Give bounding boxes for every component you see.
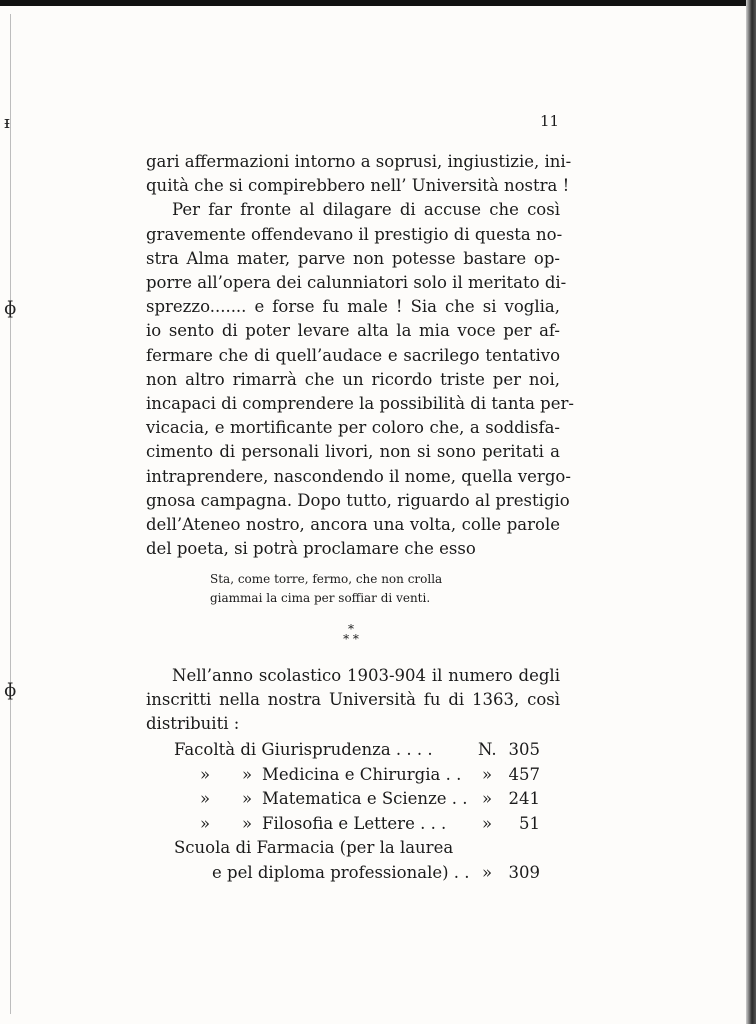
text-line: gnosa campagna. Dopo tutto, riguardo al prestigio xyxy=(146,490,570,510)
ditto-mark: » xyxy=(482,813,493,833)
text-line: quità che si compirebbero nell’ Università nostra ! xyxy=(146,176,570,196)
verse-quote xyxy=(210,570,442,608)
count-prefix: N. xyxy=(478,740,497,759)
enrollment-count: 305 xyxy=(508,740,540,759)
text-line: io sento di poter levare alta la mia voce per af- xyxy=(146,321,560,341)
ditto-mark: » xyxy=(482,764,493,784)
text-line: Per far fronte al dilagare di accuse che così xyxy=(172,200,560,220)
ditto-mark: » xyxy=(482,862,493,882)
binding-mark: ᵻ xyxy=(4,112,10,133)
enrollment-count: 457 xyxy=(508,764,540,784)
asterism-top: * xyxy=(348,622,354,636)
verse-line: giammai la cima per soffiar di venti. xyxy=(210,591,431,605)
scan-right-edge xyxy=(746,0,756,1024)
ditto-mark: » xyxy=(242,764,253,784)
text-line: distribuiti : xyxy=(146,714,240,733)
distribution-row xyxy=(146,861,546,886)
distribution-row xyxy=(146,812,546,837)
page-number: 11 xyxy=(540,112,560,130)
verse-line: Sta, come torre, fermo, che non crolla xyxy=(210,572,443,586)
distribution-row xyxy=(146,738,546,763)
text-line: incapaci di comprendere la possibilità di tanta per- xyxy=(146,394,574,414)
distribution-row xyxy=(146,836,546,861)
enrollment-count: 309 xyxy=(508,862,540,882)
text-line: cimento di personali livori, non si sono peritati a xyxy=(146,442,560,462)
enrollment-count: 241 xyxy=(508,789,540,808)
paragraph-1 xyxy=(146,150,574,561)
faculty-label: Filosofia e Lettere . . . xyxy=(262,813,447,833)
binding-mark: ɸ xyxy=(4,680,17,701)
text-line: fermare che di quell’audace e sacrilego tentativo xyxy=(146,345,560,365)
asterism-divider xyxy=(336,624,366,644)
enrollment-count: 51 xyxy=(519,813,540,833)
ditto-mark: » xyxy=(200,764,211,784)
text-line: gari affermazioni intorno a soprusi, ingiustizie, ini- xyxy=(146,152,572,171)
enrollment-distribution xyxy=(146,738,546,885)
text-line: del poeta, si potrà proclamare che esso xyxy=(146,539,476,559)
ditto-mark: » xyxy=(200,789,211,808)
distribution-row xyxy=(146,787,546,812)
text-line: dell’Ateneo nostro, ancora una volta, colle parole xyxy=(146,515,560,535)
faculty-label: Matematica e Scienze . . xyxy=(262,789,468,808)
text-line: porre all’opera dei calunniatori solo il meritato di- xyxy=(146,273,567,293)
text-line: stra Alma mater, parve non potesse bastare op- xyxy=(146,248,560,268)
text-line: sprezzo....... e forse fu male ! Sia che si voglia, xyxy=(146,297,560,317)
ditto-mark: » xyxy=(200,813,211,833)
binding-rule xyxy=(10,14,11,1014)
school-label: Scuola di Farmacia (per la laurea xyxy=(174,838,454,857)
ditto-mark: » xyxy=(242,789,253,808)
binding-mark: ɸ xyxy=(4,298,17,319)
asterism-bottom: * * xyxy=(343,632,359,646)
text-line: vicacia, e mortificante per coloro che, a soddisfa- xyxy=(146,418,560,438)
ditto-mark: » xyxy=(482,789,493,808)
faculty-label: Facoltà di Giurisprudenza . . . . xyxy=(174,740,433,759)
paragraph-2 xyxy=(146,664,560,736)
text-line: non altro rimarrà che un ricordo triste per noi, xyxy=(146,369,560,389)
text-line: Nell’anno scolastico 1903-904 il numero degli xyxy=(172,666,560,685)
distribution-row xyxy=(146,763,546,788)
faculty-label: Medicina e Chirurgia . . xyxy=(262,764,462,784)
school-label-continued: e pel diploma professionale) . . xyxy=(212,862,470,882)
text-line: gravemente offendevano il prestigio di questa no- xyxy=(146,224,563,244)
text-line: intraprendere, nascondendo il nome, quella vergo- xyxy=(146,466,571,486)
ditto-mark: » xyxy=(242,813,253,833)
scan-top-border xyxy=(0,0,756,6)
text-line: inscritti nella nostra Università fu di 1363, così xyxy=(146,690,560,709)
